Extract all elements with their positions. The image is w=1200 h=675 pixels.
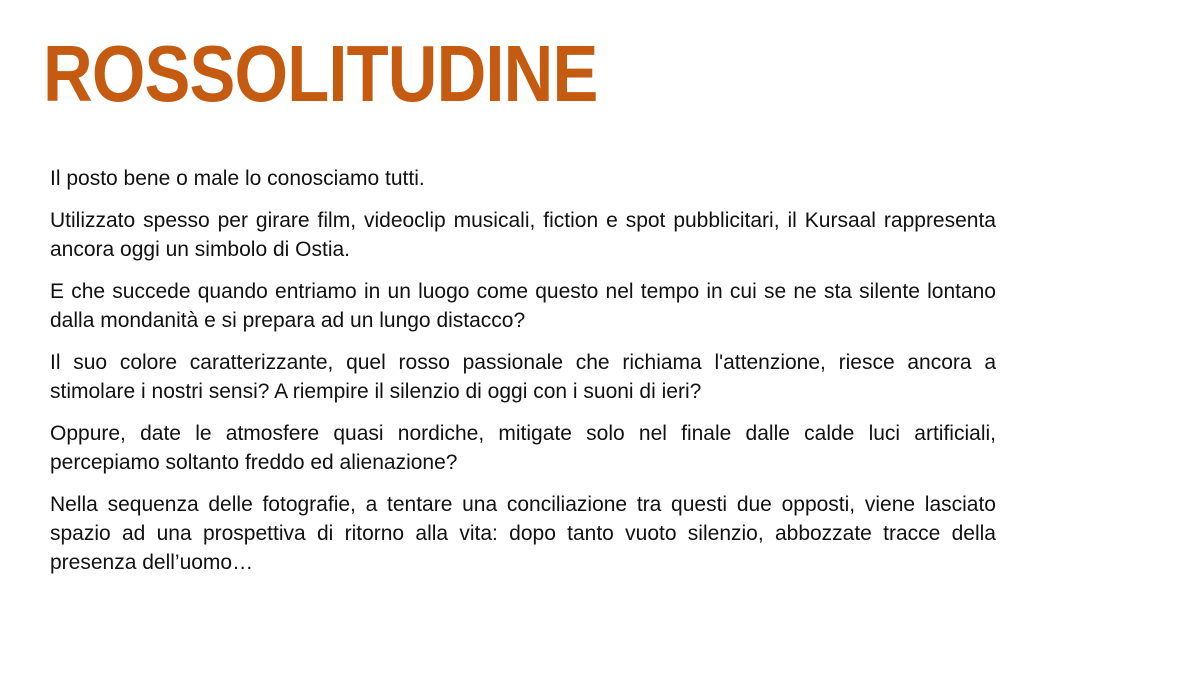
paragraph-6: Nella sequenza delle fotografie, a tentare una conciliazione tra questi due opposti, viene lasciato spazio ad una prospettiva di ritorno alla vita: dopo tanto vuoto silenzio, abbozzate tracce della presenza dell’uomo… [50,493,996,574]
paragraph-3: E che succede quando entriamo in un luogo come questo nel tempo in cui se ne sta silente lontano dalla mondanità e si prepara ad un lungo distacco? [50,280,996,332]
paragraph-4: Il suo colore caratterizzante, quel rosso passionale che richiama l'attenzione, riesce ancora a stimolare i nostri sensi? A riempire il silenzio di oggi con i suoni di ieri? [50,351,996,403]
paragraph-5: Oppure, date le atmosfere quasi nordiche, mitigate solo nel finale dalle calde luci artificiali, percepiamo soltanto freddo ed alienazione? [50,422,996,474]
paragraph-2: Utilizzato spesso per girare film, videoclip musicali, fiction e spot pubblicitari, il Kursaal rappresenta ancora oggi un simbolo di Ostia. [50,209,996,261]
slide-title: ROSSOLITUDINE [43,29,598,118]
paragraph-1: Il posto bene o male lo conosciamo tutti. [50,167,425,190]
slide-body [50,164,996,590]
